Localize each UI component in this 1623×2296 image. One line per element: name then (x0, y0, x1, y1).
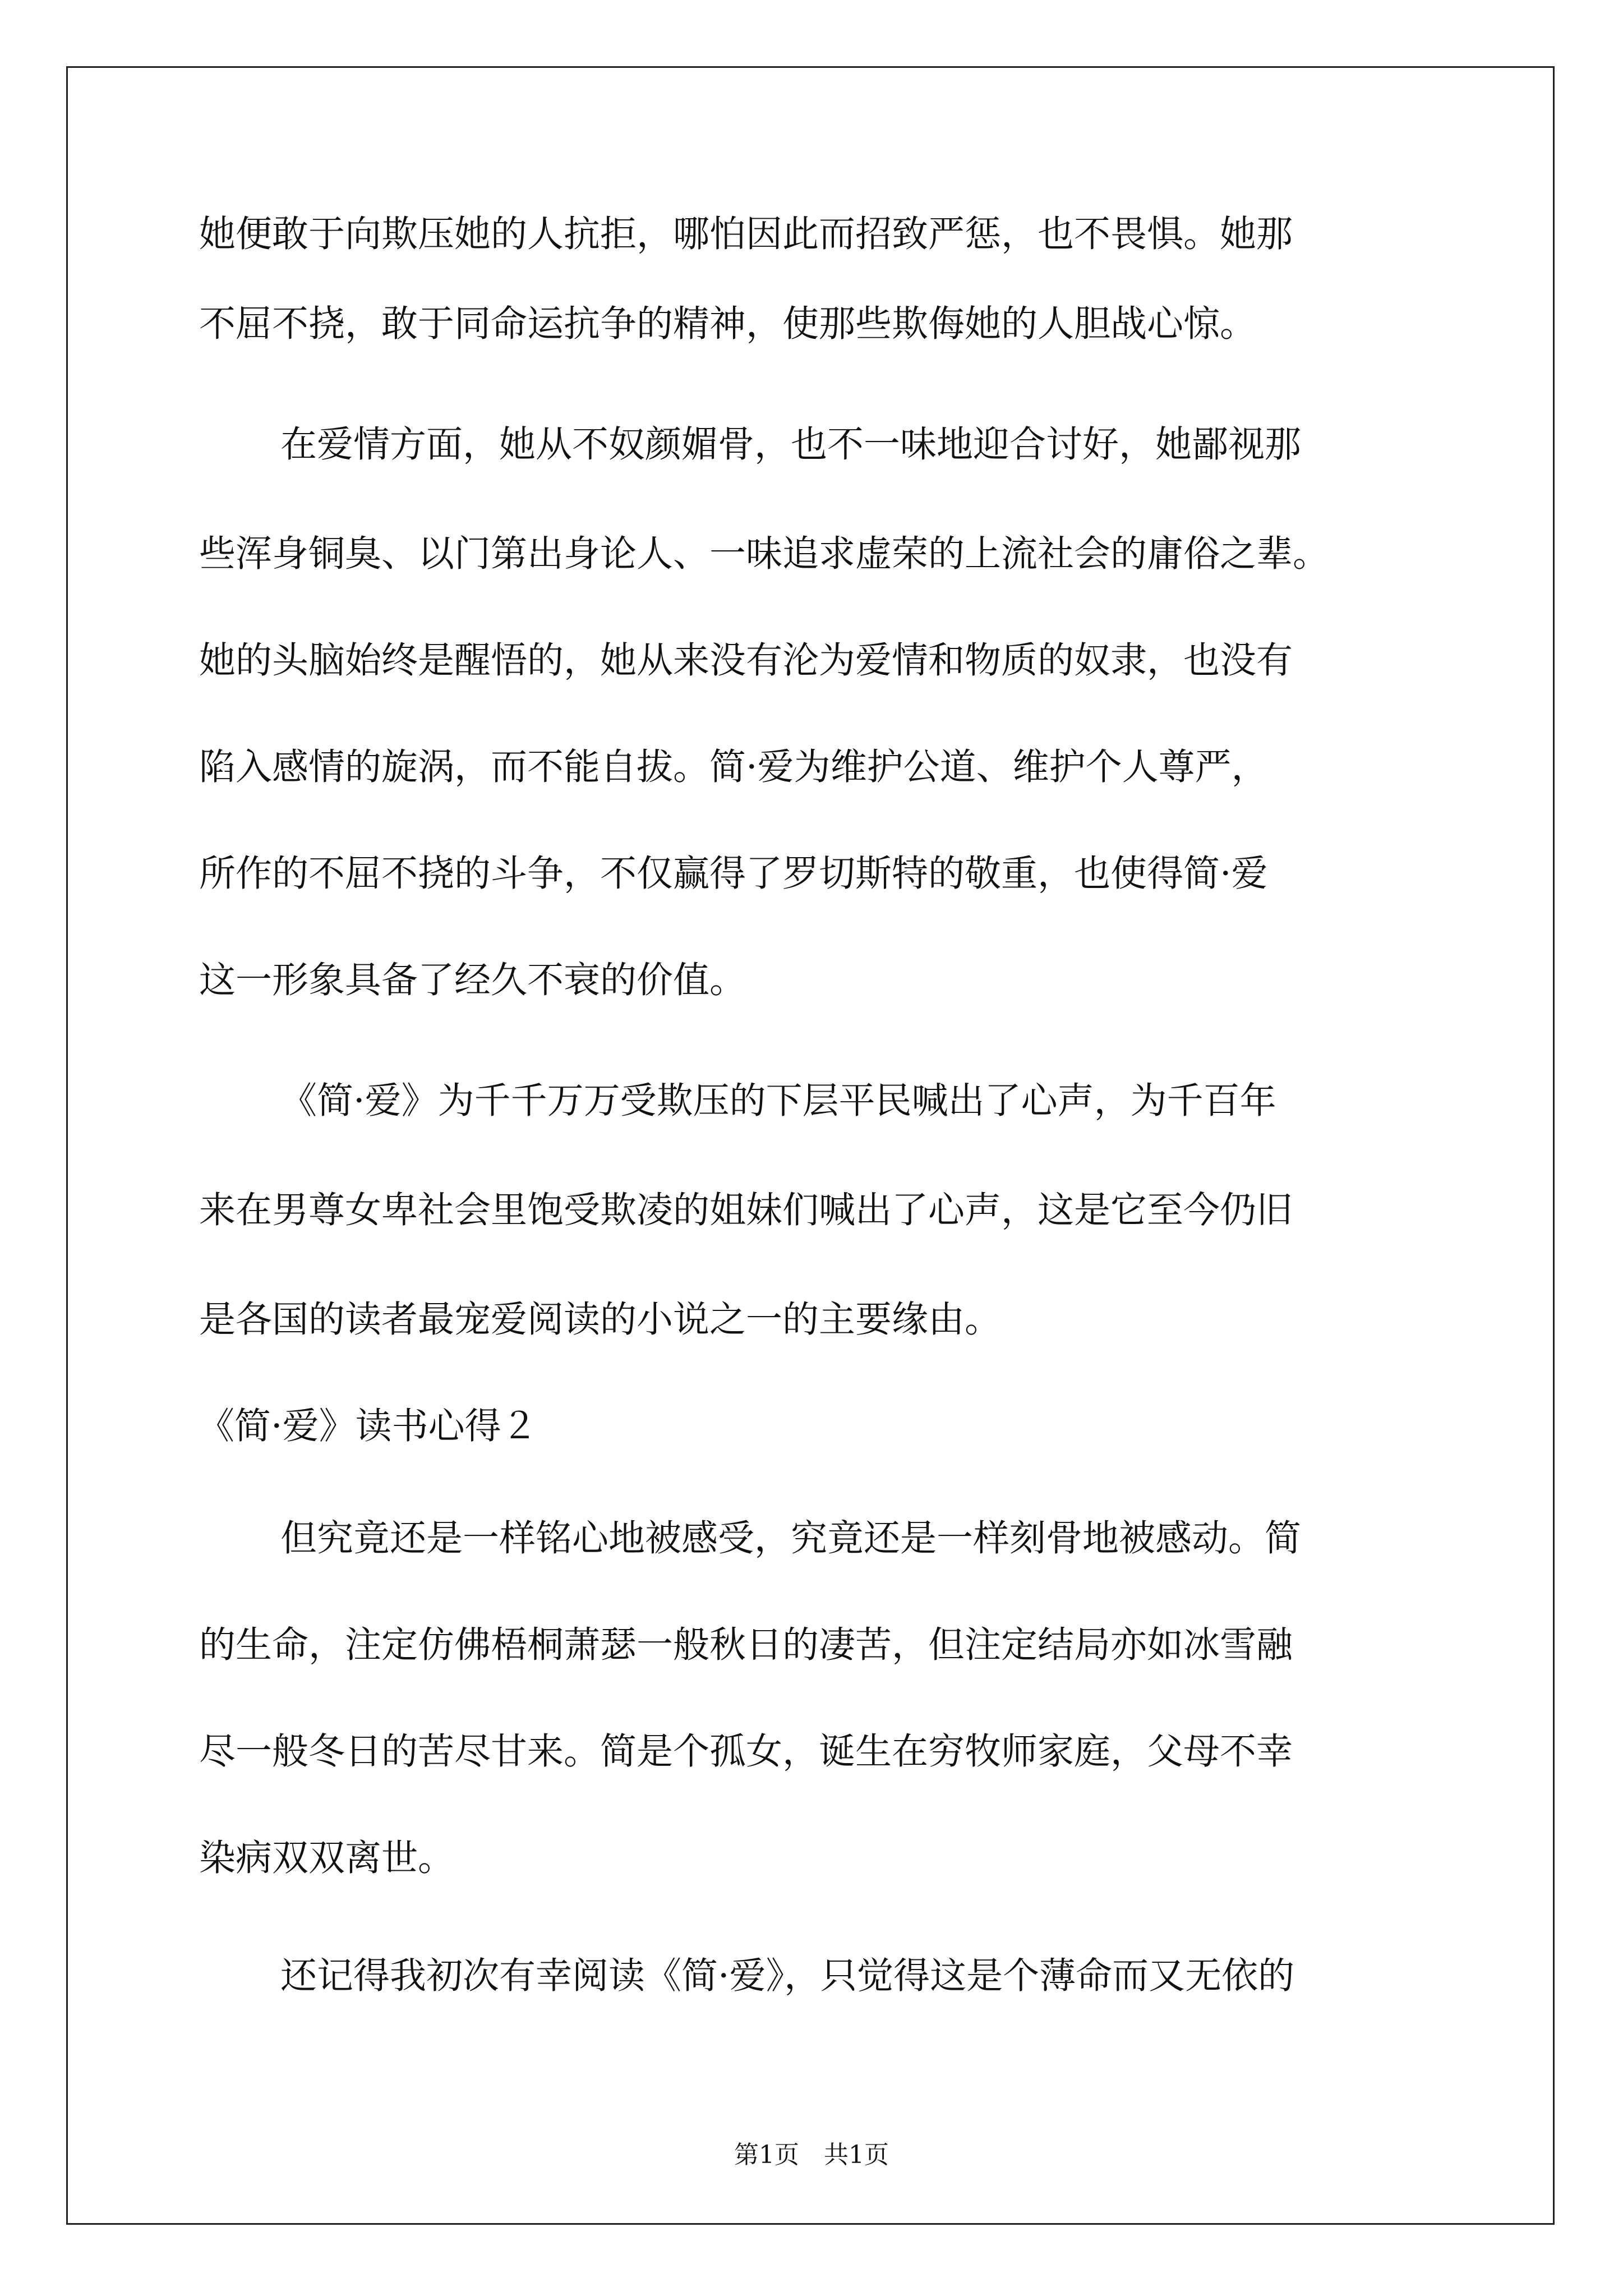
page-footer: 第1页 共1页 (734, 2141, 889, 2169)
text-line: 所作的不屈不挠的斗争，不仅赢得了罗切斯特的敬重，也使得简·爱 (199, 853, 1268, 895)
text-line: 但究竟还是一样铭心地被感受，究竟还是一样刻骨地被感动。简 (280, 1517, 1302, 1559)
text-line: 这一形象具备了经久不衰的价值。 (199, 959, 746, 1001)
text-line: 还记得我初次有幸阅读《简·爱》，只觉得这是个薄命而又无依的 (280, 1955, 1295, 1997)
text-line: 尽一般冬日的苦尽甘来。简是个孤女，诞生在穷牧师家庭，父母不幸 (199, 1731, 1293, 1773)
text-line: 她的头脑始终是醒悟的，她从来没有沦为爱情和物质的奴隶，也没有 (199, 639, 1293, 682)
text-line: 些浑身铜臭、以门第出身论人、一味追求虚荣的上流社会的庸俗之辈。 (199, 533, 1330, 575)
text-line: 在爱情方面，她从不奴颜媚骨，也不一味地迎合讨好，她鄙视那 (280, 424, 1302, 466)
text-line: 染病双双离世。 (199, 1837, 455, 1879)
text-line: 是各国的读者最宠爱阅读的小说之一的主要缘由。 (199, 1299, 1002, 1341)
text-line: 不屈不挠，敢于同命运抗争的精神，使那些欺侮她的人胆战心惊。 (199, 303, 1257, 345)
page-border (66, 66, 1555, 2225)
text-line: 她便敢于向欺压她的人抗拒，哪怕因此而招致严惩，也不畏惧。她那 (199, 213, 1293, 255)
section-heading: 《简·爱》读书心得２ (198, 1405, 538, 1447)
text-line: 《简·爱》为千千万万受欺压的下层平民喊出了心声，为千百年 (280, 1080, 1276, 1122)
text-line: 来在男尊女卑社会里饱受欺凌的姐妹们喊出了心声，这是它至今仍旧 (199, 1189, 1293, 1231)
text-line: 的生命，注定仿佛梧桐萧瑟一般秋日的凄苦，但注定结局亦如冰雪融 (199, 1624, 1293, 1666)
text-line: 陷入感情的旋涡，而不能自拔。简·爱为维护公道、维护个人尊严， (199, 746, 1268, 788)
